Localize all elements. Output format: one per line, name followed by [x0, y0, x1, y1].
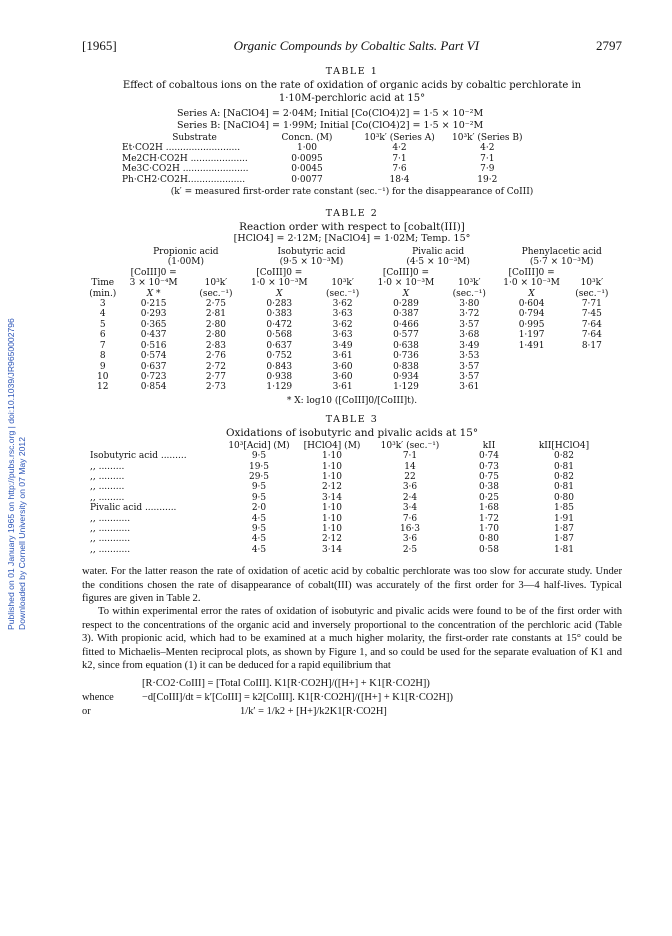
table2-cell: 3·61: [332, 351, 353, 362]
table2-cell: 7·45: [581, 309, 602, 320]
table2-cell: 0·843: [266, 361, 293, 372]
table2-cell: [562, 382, 622, 392]
table2-cell: 3·53: [459, 351, 480, 362]
table3-cell: 9·5: [251, 482, 267, 493]
table1-header: Concn. (M): [281, 133, 333, 143]
table3-cell: 9·5: [251, 523, 267, 534]
table2-group-conc: (9·5 × 10⁻³M): [279, 257, 344, 268]
paragraph-2: To within experimental error the rates of oxidation of isobutyric and pivalic acids were found to be of the first order with respect to the concentrations of the organic acid and inversely proportional to the concentration of the perchloric acid (Table 3). With propionic acid, which had to be examined at a much higher molarity, the first-order rate constants at 15° could be fitted to Michaelis–Menten reciprocal plots, as shown by Figure 1, and so could be used for the separate evaluation of K1 and k2, since from equation (1) it can be deduced for a rapid equilibrium that: [82, 606, 622, 672]
table2-cell: 3·68: [459, 330, 480, 341]
table2-conditions: [HClO4] = 2·12M; [NaClO4] = 1·02M; Temp. 15°: [233, 233, 471, 245]
table3-acid: ,, ...........: [90, 534, 131, 545]
table3-row: [90, 472, 604, 482]
equation-1: [82, 677, 622, 691]
table2-cell: 3·80: [459, 299, 480, 310]
table2-cell: 3·57: [459, 371, 480, 382]
table2-cell: [501, 362, 561, 372]
journal-page: [82, 38, 622, 718]
table3-acid: Isobutyric acid .........: [90, 451, 187, 462]
table2-x-head: X: [528, 288, 535, 299]
table3-cell: 19·5: [248, 461, 270, 472]
table2-cell: 7·71: [581, 299, 602, 310]
table2-initial-value: 1·0 × 10⁻³M: [250, 278, 308, 289]
table2-cell: 7·64: [581, 319, 602, 330]
table2-cell: 0·215: [140, 299, 167, 310]
running-header: [82, 38, 622, 54]
table2-group-name: Propionic acid: [153, 247, 219, 258]
table3-acid: ,, ...........: [90, 544, 131, 555]
equation-3-text: 1/k′ = 1/k2 + [H+]/k2K1[R·CO2H]: [240, 705, 387, 717]
table2-k-head: 10³k′: [331, 278, 354, 289]
table3-cell: 3·14: [321, 544, 343, 555]
table3-cell: 1·91: [553, 513, 575, 524]
table2-unit-row: [82, 289, 622, 299]
table1-series-b-value: 7·9: [480, 164, 495, 175]
table3-cell: 1·10: [321, 503, 343, 514]
table2-cell: 3·49: [332, 340, 353, 351]
table3-cell: 1·10: [321, 513, 343, 524]
table1-concentration: 0·0095: [291, 153, 323, 164]
table2-time: 8: [99, 351, 106, 362]
table3-cell: 0·75: [478, 471, 500, 482]
table3-cell: 1·87: [553, 523, 575, 534]
table3-cell: 0·80: [553, 492, 575, 503]
table2-group-conc: (4·5 × 10⁻³M): [406, 257, 470, 268]
table2: [82, 247, 622, 393]
table2-cell: 2·80: [205, 330, 226, 341]
table2-cell: 0·387: [393, 309, 419, 320]
table2-initial-label: [CoIII]0 =: [508, 267, 555, 278]
table3-header: kII: [482, 440, 496, 451]
table3-row: [90, 482, 604, 492]
table2-initial-label: [CoIII]0 =: [382, 267, 429, 278]
table3-cell: 29·5: [248, 471, 270, 482]
table3-cell: 0·25: [478, 492, 500, 503]
table2-cell: 0·637: [140, 361, 167, 372]
table2-cell: 1·129: [393, 382, 419, 393]
table3-cell: 2·5: [402, 544, 418, 555]
table2-cell: 3·57: [459, 319, 480, 330]
table3-acid: ,, .........: [90, 471, 125, 482]
table2-cell: 2·77: [205, 371, 226, 382]
table2-cell: 2·73: [205, 382, 226, 393]
table2-footnote: * X: log10 ([CoIII]0/[CoIII]t).: [286, 395, 418, 406]
table3-cell: 3·6: [402, 482, 418, 493]
table3-row: [90, 534, 604, 544]
table2-cell: 0·365: [140, 319, 167, 330]
table2-cell: 0·289: [393, 299, 419, 310]
table2-group-row: [82, 247, 622, 257]
table3-header-row: [90, 441, 604, 451]
table1-row: [122, 143, 523, 153]
table3-cell: 0·81: [553, 482, 575, 493]
table1-header: 10³k′ (Series A): [364, 133, 435, 143]
table2-cell: 0·934: [393, 371, 419, 382]
table2-cell: 0·854: [140, 382, 167, 393]
table2-cell: 3·60: [332, 361, 353, 372]
table2-cell: 0·383: [266, 309, 293, 320]
header-page-number: 2797: [595, 38, 622, 53]
table1-note: (k′ = measured first-order rate constant (sec.⁻¹) for the disappearance of CoIII): [170, 187, 534, 198]
table2-k-unit: (sec.⁻¹): [575, 288, 609, 299]
table3-cell: 0·74: [478, 451, 500, 462]
table2-row: [82, 372, 622, 382]
table2-cell: 0·516: [140, 340, 167, 351]
table2-cell: 3·61: [332, 382, 353, 393]
table2-cell: 1·129: [266, 382, 293, 393]
table3-header: kII[HClO4]: [538, 440, 590, 451]
paragraph-1: water. For the latter reason the rate of oxidation of acetic acid by cobaltic perchlorate was too slow for accurate study. Under the conditions chosen the rate of disappearance of cobalt(III) was accurately of the first order for 3—4 half-lives. Typical figures are given in Table 2.: [82, 566, 622, 604]
table2-cell: 8·17: [581, 340, 602, 351]
table2-initial-value: 1·0 × 10⁻³M: [503, 278, 560, 289]
table3: [90, 441, 604, 555]
table3-cell: 1·87: [553, 534, 575, 545]
table2-time: 7: [99, 340, 106, 351]
table3-header: [HClO4] (M): [303, 440, 361, 451]
table3-acid: ,, .........: [90, 492, 125, 503]
table3-cell: 0·81: [553, 461, 575, 472]
table2-cell: 2·72: [205, 361, 226, 372]
table2-group-name: Isobutyric acid: [277, 247, 346, 258]
table2-row: [82, 309, 622, 319]
table3-acid: ,, .........: [90, 461, 125, 472]
table1-row: [122, 164, 523, 174]
table2-cell: 0·577: [393, 330, 419, 341]
table3-row: [90, 503, 604, 513]
table3-cell: 1·10: [321, 523, 343, 534]
table2-group-conc: (1·00M): [167, 257, 204, 268]
table3-cell: 7·1: [402, 451, 418, 462]
equation-2-text: −d[CoIII]/dt = k′[CoIII] = k2[CoIII]. K1[R·CO2H]/([H+] + K1[R·CO2H]): [142, 692, 453, 704]
table1-series-a-value: 4·2: [392, 143, 407, 154]
table2-cell: 2·80: [205, 319, 226, 330]
table2-cell: 0·638: [393, 340, 419, 351]
table3-cell: 2·4: [402, 492, 418, 503]
table2-conc-row: [82, 257, 622, 267]
table2-cell: 1·197: [518, 330, 545, 341]
table2-initial-label: [CoIII]0 =: [256, 267, 303, 278]
table2-cell: 0·938: [266, 371, 293, 382]
equation-3-label: or: [82, 705, 91, 717]
table2-cell: 3·60: [332, 371, 353, 382]
table3-cell: 1·10: [321, 461, 343, 472]
table3-cell: 3·4: [402, 503, 418, 514]
table2-cell: 0·472: [266, 319, 293, 330]
table2-cell: 0·752: [266, 351, 293, 362]
table2-x-head: X *: [146, 288, 161, 299]
table2-row: [82, 341, 622, 351]
table2-cell: 0·794: [518, 309, 545, 320]
table1-row: [122, 175, 523, 185]
table3-header: 10³[Acid] (M): [228, 440, 290, 451]
equation-3: [82, 705, 622, 719]
table1-header-row: [122, 133, 523, 143]
table2-cell: 3·72: [459, 309, 480, 320]
table2-group-name: Phenylacetic acid: [521, 247, 602, 258]
table1-header: 10³k′ (Series B): [452, 133, 523, 143]
table2-k-unit: (sec.⁻¹): [199, 288, 233, 299]
table3-caption: TABLE 3: [325, 413, 379, 425]
table1: [122, 133, 523, 185]
table2-cell: 0·568: [266, 330, 293, 341]
table2-cell: 3·49: [459, 340, 480, 351]
equations: [82, 677, 622, 718]
table3-cell: 0·82: [553, 471, 575, 482]
table1-substrate: Et·CO2H ..........................: [122, 143, 241, 154]
table2-row: [82, 320, 622, 330]
table3-cell: 4·5: [251, 544, 267, 555]
table1-series-b-value: 4·2: [480, 143, 495, 154]
table3-cell: 1·68: [478, 503, 500, 514]
table3-cell: 3·14: [321, 492, 343, 503]
table1-row: [122, 154, 523, 164]
body-text: [82, 565, 622, 672]
published-notice[interactable]: Published on 01 January 1965 on http://pubs.rsc.org | doi:10.1039/JR9650002796: [6, 318, 16, 630]
table2-initial-value: 1·0 × 10⁻³M: [377, 278, 435, 289]
table3-cell: 16·3: [399, 523, 421, 534]
table1-series-a-value: 7·6: [392, 164, 407, 175]
table2-time: 12: [97, 382, 109, 393]
table1-series-a-value: 18·4: [389, 174, 410, 185]
table2-x-head: X: [402, 288, 410, 299]
table2-k-head: 10³k′: [458, 278, 481, 289]
table3-header: [90, 441, 220, 451]
table2-k-unit: (sec.⁻¹): [452, 288, 486, 299]
table3-row: [90, 545, 604, 555]
table1-substrate: Ph·CH2·CO2H....................: [122, 174, 246, 185]
table2-cell: 0·995: [518, 319, 545, 330]
table2-cell: 0·293: [140, 309, 167, 320]
table3-row: [90, 451, 604, 461]
table2-initial-label: [CoIII]0 =: [130, 267, 177, 278]
equation-2-label: whence: [82, 692, 114, 704]
table2-cell: 2·83: [205, 340, 226, 351]
table3-cell: 9·5: [251, 451, 267, 462]
table2-cell: 2·76: [205, 351, 226, 362]
table2-cell: 0·838: [393, 361, 419, 372]
table1-series-a-value: 7·1: [392, 153, 407, 164]
table3-cell: 0·80: [478, 534, 500, 545]
table3-row: [90, 524, 604, 534]
header-title: Organic Compounds by Cobaltic Salts. Part VI: [233, 38, 480, 53]
table3-cell: 7·6: [402, 513, 418, 524]
table2-cell: [562, 351, 622, 361]
table1-series-b-value: 19·2: [477, 174, 498, 185]
table2-cell: 3·63: [332, 330, 353, 341]
table3-cell: 0·38: [478, 482, 500, 493]
table2-cell: 3·62: [332, 319, 353, 330]
table3-cell: 3·6: [402, 534, 418, 545]
table2-time: 4: [99, 309, 106, 320]
table1-concentration: 1·00: [296, 143, 318, 154]
table2-row: [82, 362, 622, 372]
table3-header: 10³k′ (sec.⁻¹): [380, 440, 440, 451]
table3-row: [90, 514, 604, 524]
table2-cell: 0·736: [393, 351, 419, 362]
table1-description: Effect of cobaltous ions on the rate of oxidation of organic acids by cobaltic perchlorate in 1·10M-perchloric acid at 15°: [122, 80, 582, 104]
table2-caption: TABLE 2: [325, 208, 379, 220]
table1-substrate: Me2CH·CO2H ....................: [122, 153, 248, 164]
table2-row: [82, 382, 622, 392]
table2-cell: 3·63: [332, 309, 353, 320]
table2-cell: 2·75: [205, 299, 226, 310]
table1-substrate: Me3C·CO2H .......................: [122, 164, 249, 175]
table2-cell: [501, 351, 561, 361]
equation-2: [82, 691, 622, 705]
table3-acid: ,, ...........: [90, 523, 131, 534]
table3-cell: 2·12: [321, 534, 343, 545]
table2-initial-row: [82, 278, 622, 288]
table3-acid: Pivalic acid ...........: [90, 503, 177, 514]
table3-cell: 2·12: [321, 482, 343, 493]
table2-cell: 0·604: [518, 299, 545, 310]
table2-cell: 0·574: [140, 351, 167, 362]
table1-series-a: Series A: [NaClO4] = 2·04M; Initial [Co(ClO4)2] = 1·5 × 10⁻²M: [177, 108, 484, 119]
table1-caption: TABLE 1: [325, 66, 379, 77]
table2-cell: 3·61: [459, 382, 480, 393]
equation-1-text: [R·CO2·CoIII] = [Total CoIII]. K1[R·CO2H]/([H+] + K1[R·CO2H]): [142, 678, 430, 690]
table1-concentration: 0·0045: [291, 164, 323, 175]
table3-cell: 9·5: [251, 492, 267, 503]
table3-cell: 1·81: [553, 544, 575, 555]
table2-time: 9: [99, 361, 106, 372]
table2-group-name: Pivalic acid: [412, 247, 465, 258]
table3-cell: 1·10: [321, 451, 343, 462]
table3-cell: 2·0: [251, 503, 267, 514]
header-year: [1965]: [82, 38, 117, 53]
table3-acid: ,, ...........: [90, 513, 131, 524]
table1-concentration: 0·0077: [291, 174, 323, 185]
table2-x-head: X: [276, 288, 283, 299]
table2-time: 10: [97, 371, 109, 382]
table2-time-unit: (min.): [89, 288, 117, 299]
table1-header: Substrate: [172, 133, 217, 143]
table3-row: [90, 462, 604, 472]
table3-cell: 1·10: [321, 471, 343, 482]
table3-cell: 14: [404, 461, 416, 472]
table2-initial-value: 3 × 10⁻⁴M: [129, 278, 178, 289]
table2-cell: 0·466: [393, 319, 419, 330]
table2-cell: 0·723: [140, 371, 167, 382]
table2-cell: 0·283: [266, 299, 293, 310]
downloaded-notice[interactable]: Downloaded by Cornell University on 07 May 2012: [17, 437, 27, 630]
table2-k-head: 10³k′: [580, 278, 604, 289]
table3-row: [90, 493, 604, 503]
table2-group-conc: (5·7 × 10⁻³M): [529, 257, 594, 268]
table3-cell: 1·70: [478, 523, 500, 534]
table2-time: 6: [99, 330, 106, 341]
table3-cell: 4·5: [251, 534, 267, 545]
table3-cell: 4·5: [251, 513, 267, 524]
table2-cell: 7·64: [581, 330, 602, 341]
table3-cell: 22: [404, 471, 416, 482]
table1-series-b: Series B: [NaClO4] = 1·99M; Initial [Co(ClO4)2] = 1·5 × 10⁻²M: [177, 119, 484, 131]
table2-k-head: 10³k′: [204, 278, 228, 289]
table2-cell: [501, 372, 561, 382]
table2-cell: 1·491: [518, 340, 545, 351]
table2-cell: 2·81: [205, 309, 226, 320]
table2-cell: 3·62: [332, 299, 353, 310]
table2-time: 3: [99, 299, 106, 310]
table2-k-unit: (sec.⁻¹): [325, 288, 360, 299]
table3-cell: 0·82: [553, 451, 575, 462]
table3-description: Oxidations of isobutyric and pivalic acids at 15°: [225, 426, 479, 439]
table2-cell: 0·637: [266, 340, 293, 351]
table3-cell: 0·58: [478, 544, 500, 555]
table3-cell: 1·72: [478, 513, 500, 524]
table3-acid: ,, .........: [90, 482, 125, 493]
table1-series-b-value: 7·1: [480, 153, 495, 164]
table3-cell: 0·73: [478, 461, 500, 472]
table2-description: Reaction order with respect to [cobalt(III)]: [239, 221, 465, 234]
download-sidebar: [0, 160, 28, 630]
table2-cell: [562, 362, 622, 372]
table2-cell: 0·437: [140, 330, 167, 341]
table2-cell: 3·57: [459, 361, 480, 372]
table3-cell: 1·85: [553, 503, 575, 514]
table2-cell: [501, 382, 561, 392]
table2-row: [82, 299, 622, 309]
table2-time: 5: [99, 319, 106, 330]
table2-initial-label-row: [82, 268, 622, 278]
table2-row: [82, 351, 622, 361]
table2-time-head: Time: [91, 278, 115, 289]
table2-cell: [562, 372, 622, 382]
table2-row: [82, 330, 622, 340]
